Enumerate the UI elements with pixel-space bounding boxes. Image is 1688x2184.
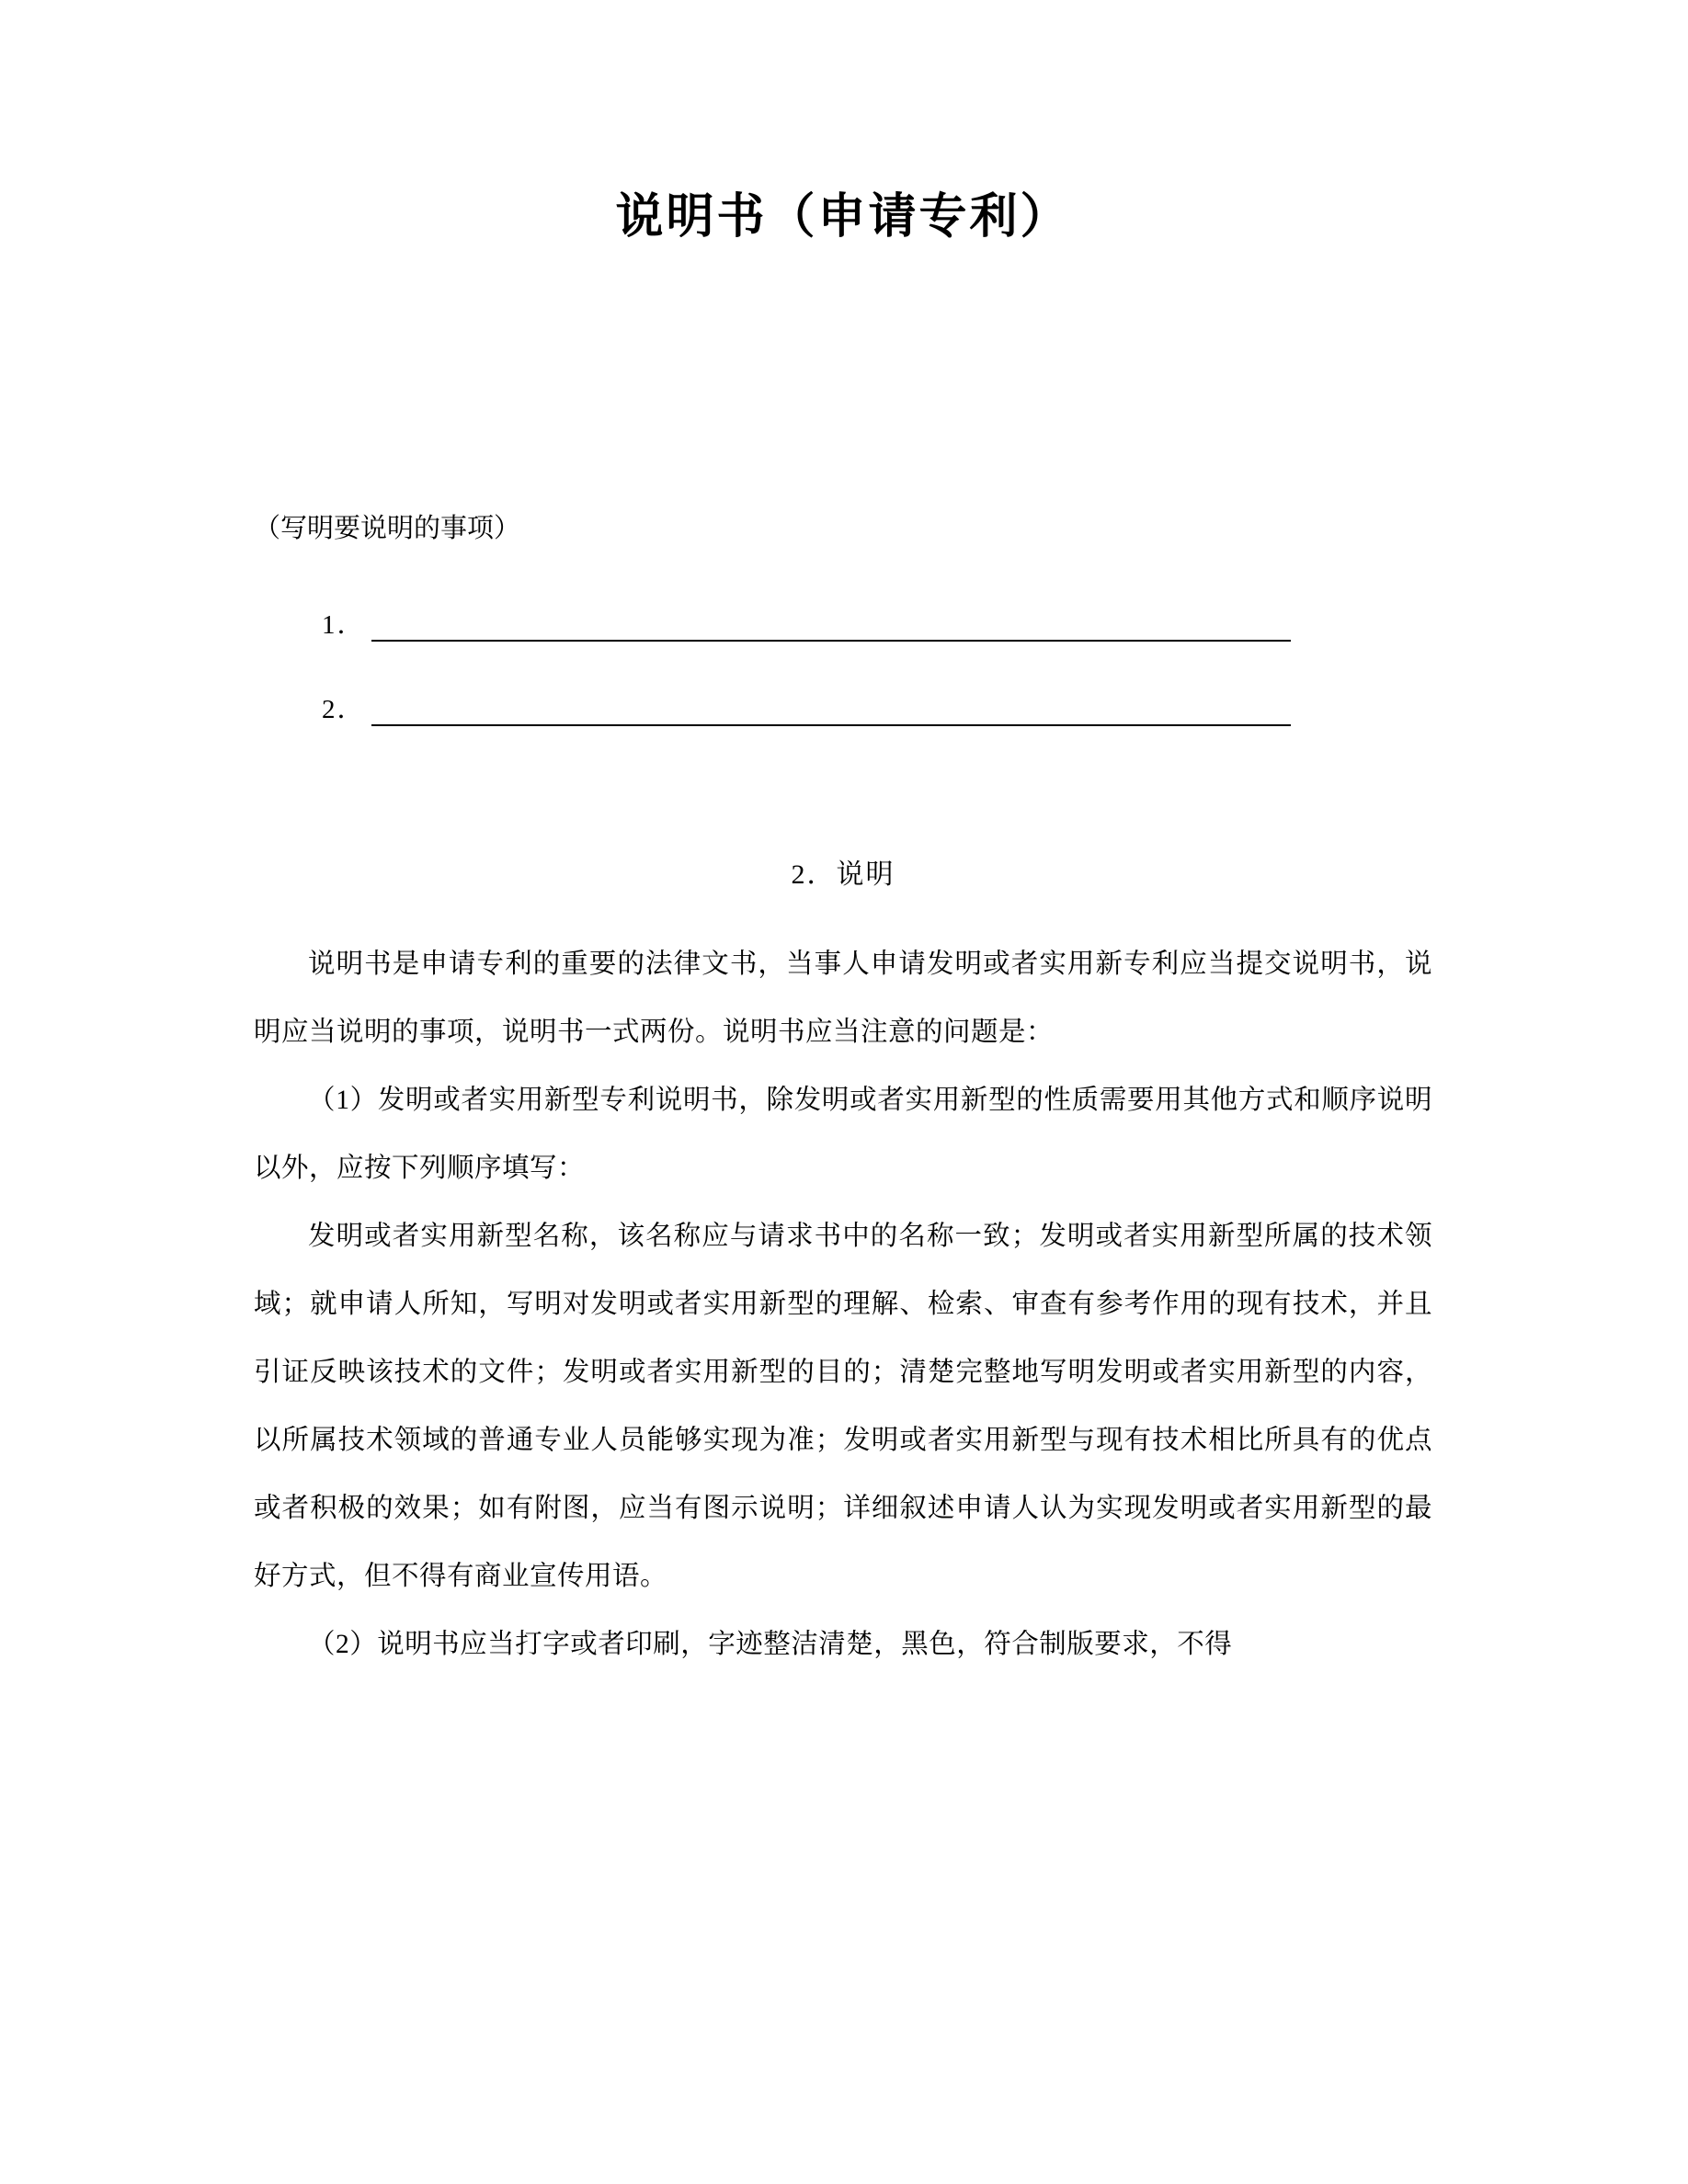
paragraph-4: （2）说明书应当打字或者印刷，字迹整洁清楚，黑色，符合制版要求，不得 [308,1629,1233,1659]
paragraph-2: （1）发明或者实用新型专利说明书，除发明或者实用新型的性质需要用其他方式和顺序说明以外，应按下列顺序填写： [254,1085,1432,1183]
note-line: （写明要说明的事项） [254,514,521,544]
blank-item-2-fill-line[interactable] [371,686,1291,726]
paragraph-3: 发明或者实用新型名称，该名称应与请求书中的名称一致；发明或者实用新型所属的技术领域；就申请人所知，写明对发明或者实用新型的理解、检索、审查有参考作用的现有技术，并且引证反映该技术的文件；发明或者实用新型的目的；清楚完整地写明发明或者实用新型的内容，以所属技术领域的普通专业人员能够实现为准；发明或者实用新型与现有技术相比所具有的优点或者积极的效果；如有附图，应当有图示说明；详细叙述申请人认为实现发明或者实用新型的最好方式，但不得有商业宣传用语。 [254,1221,1432,1591]
document-title: 说明书（申请专利） [615,190,1071,244]
blank-item-2-label: 2． [322,694,366,724]
blank-item-1-fill-line[interactable] [371,601,1291,642]
section-heading: 2．说明 [791,859,895,890]
paragraph-1: 说明书是申请专利的重要的法律文书，当事人申请发明或者实用新专利应当提交说明书，说明应当说明的事项，说明书一式两份。说明书应当注意的问题是： [254,949,1432,1047]
blank-item-2 [322,686,1432,726]
blank-item-1-label: 1． [322,609,366,640]
blank-item-1 [322,601,1432,642]
body-text [254,930,1432,1678]
